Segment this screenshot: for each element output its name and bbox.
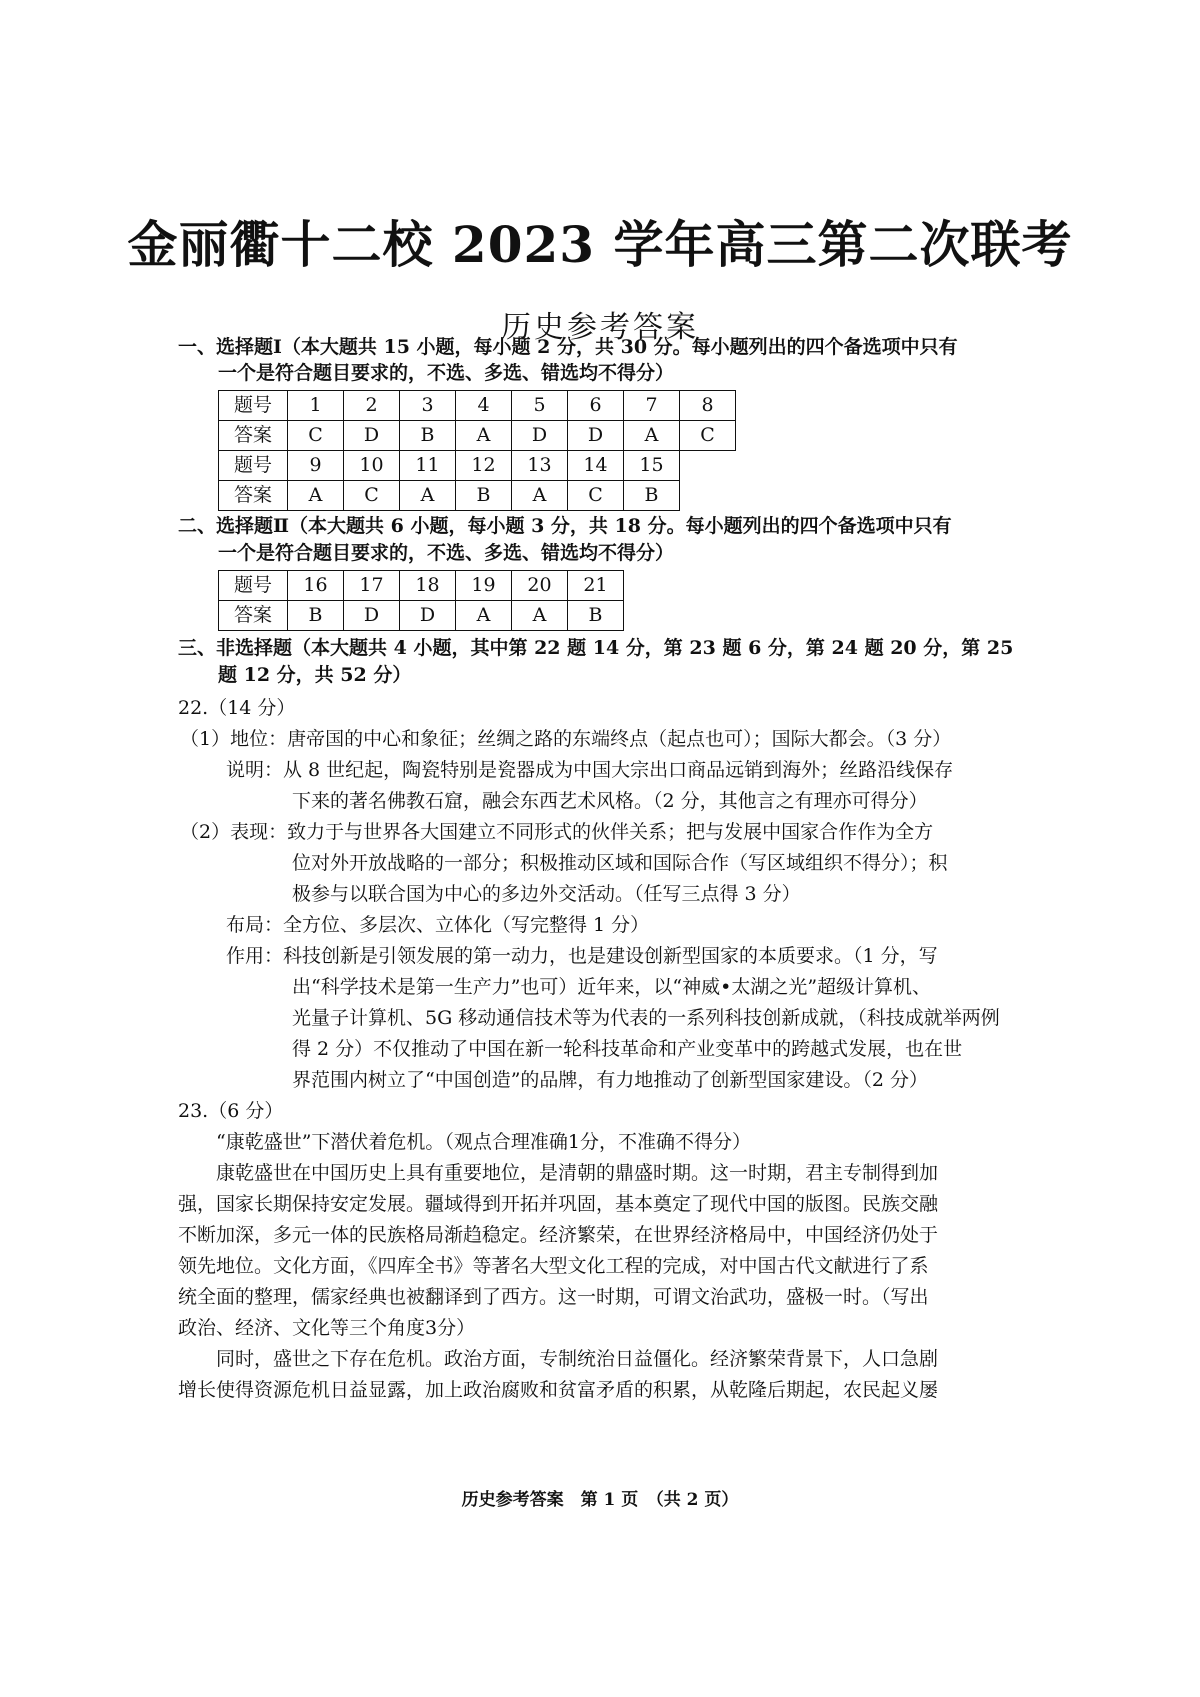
- answer-cell: D: [400, 601, 456, 631]
- q22-line: 光量子计算机、5G 移动通信技术等为代表的一系列科技创新成就，（科技成就举两例: [292, 1007, 1000, 1029]
- question-number: 4: [456, 391, 512, 421]
- q23-line: 不断加深，多元一体的民族格局渐趋稳定。经济繁荣，在世界经济格局中，中国经济仍处于: [178, 1224, 939, 1246]
- table-row: [219, 451, 736, 481]
- question-number: 9: [288, 451, 344, 481]
- table-row: [219, 601, 624, 631]
- answer-cell: A: [400, 481, 456, 511]
- answer-cell: A: [624, 421, 680, 451]
- row-label: 题号: [219, 391, 288, 421]
- section3-heading-line2: 题 12 分，共 52 分）: [218, 664, 412, 686]
- question-number: 2: [344, 391, 400, 421]
- answer-cell: C: [344, 481, 400, 511]
- question-number: 15: [624, 451, 680, 481]
- answer-cell: B: [400, 421, 456, 451]
- q22-line: 说明：从 8 世纪起，陶瓷特别是瓷器成为中国大宗出口商品远销到海外；丝路沿线保存: [226, 759, 954, 781]
- row-label: 题号: [219, 571, 288, 601]
- question-number: 7: [624, 391, 680, 421]
- section2-heading-line2: 一个是符合题目要求的，不选、多选、错选均不得分）: [218, 542, 675, 564]
- answer-cell: A: [456, 601, 512, 631]
- question-number: 6: [568, 391, 624, 421]
- question-number: 1: [288, 391, 344, 421]
- answer-cell: D: [344, 421, 400, 451]
- q22-line: 得 2 分）不仅推动了中国在新一轮科技革命和产业变革中的跨越式发展，也在世: [292, 1038, 963, 1060]
- q23-line: 增长使得资源危机日益显露，加上政治腐败和贫富矛盾的积累，从乾隆后期起，农民起义屡: [178, 1379, 939, 1401]
- q22-line: （1）地位：唐帝国的中心和象征；丝绸之路的东端终点（起点也可）；国际大都会。（3 分）: [180, 728, 952, 750]
- answer-cell: A: [288, 481, 344, 511]
- q23-line: 政治、经济、文化等三个角度3分）: [178, 1317, 476, 1339]
- q23-line: 统全面的整理，儒家经典也被翻译到了西方。这一时期，可谓文治武功，盛极一时。（写出: [178, 1286, 929, 1308]
- answer-cell: B: [568, 601, 624, 631]
- table-row: [219, 481, 736, 511]
- section1-answer-table-1: [218, 390, 736, 511]
- answer-cell: D: [512, 421, 568, 451]
- question-number: 14: [568, 451, 624, 481]
- question-number: 13: [512, 451, 568, 481]
- q22-line: 下来的著名佛教石窟，融会东西艺术风格。（2 分，其他言之有理亦可得分）: [292, 790, 928, 812]
- page-subtitle: 历史参考答案: [501, 310, 699, 345]
- row-label: 答案: [219, 481, 288, 511]
- question-number: 21: [568, 571, 624, 601]
- question-number: 8: [680, 391, 736, 421]
- q22-line: 作用：科技创新是引领发展的第一动力，也是建设创新型国家的本质要求。（1 分，写: [226, 945, 938, 967]
- q22-line: 出“科学技术是第一生产力”也可）近年来，以“神威•太湖之光”超级计算机、: [292, 976, 932, 998]
- q22-line: 位对外开放战略的一部分；积极推动区域和国际合作（写区域组织不得分）；积: [292, 852, 948, 874]
- answer-cell: A: [456, 421, 512, 451]
- section2-answer-table: [218, 570, 624, 631]
- question-number: 16: [288, 571, 344, 601]
- answer-cell: B: [288, 601, 344, 631]
- question-number: 20: [512, 571, 568, 601]
- table-row: [219, 421, 736, 451]
- empty-cell: [680, 451, 736, 481]
- q23-line: 领先地位。文化方面，《四库全书》等著名大型文化工程的完成，对中国古代文献进行了系: [178, 1255, 929, 1277]
- q22-line: （2）表现：致力于与世界各大国建立不同形式的伙伴关系；把与发展中国家合作作为全方: [180, 821, 934, 843]
- answer-cell: A: [512, 481, 568, 511]
- answer-cell: C: [288, 421, 344, 451]
- answer-cell: D: [568, 421, 624, 451]
- q22-line: 极参与以联合国为中心的多边外交活动。（任写三点得 3 分）: [292, 883, 801, 905]
- q23-line: 同时，盛世之下存在危机。政治方面，专制统治日益僵化。经济繁荣背景下，人口急剧: [216, 1348, 939, 1370]
- q22-line: 布局：全方位、多层次、立体化（写完整得 1 分）: [226, 914, 650, 936]
- answer-cell: B: [624, 481, 680, 511]
- question-number: 18: [400, 571, 456, 601]
- question-number: 10: [344, 451, 400, 481]
- question-number: 11: [400, 451, 456, 481]
- question-number: 17: [344, 571, 400, 601]
- answer-cell: B: [456, 481, 512, 511]
- empty-cell: [680, 481, 736, 511]
- page-footer: 历史参考答案 第 1 页 （共 2 页）: [461, 1490, 739, 1510]
- table-row: [219, 391, 736, 421]
- answer-cell: C: [568, 481, 624, 511]
- q22-line: 界范围内树立了“中国创造”的品牌，有力地推动了创新型国家建设。（2 分）: [292, 1069, 929, 1091]
- question-number: 12: [456, 451, 512, 481]
- row-label: 题号: [219, 451, 288, 481]
- question-number: 3: [400, 391, 456, 421]
- q22-heading: 22.（14 分）: [178, 697, 296, 719]
- page-title: 金丽衢十二校 2023 学年高三第二次联考: [127, 215, 1073, 274]
- question-number: 19: [456, 571, 512, 601]
- answer-cell: D: [344, 601, 400, 631]
- answer-cell: A: [512, 601, 568, 631]
- question-number: 5: [512, 391, 568, 421]
- q23-line: 强，国家长期保持安定发展。疆域得到开拓并巩固，基本奠定了现代中国的版图。民族交融: [178, 1193, 939, 1215]
- row-label: 答案: [219, 421, 288, 451]
- table-row: [219, 571, 624, 601]
- section1-heading-line2: 一个是符合题目要求的，不选、多选、错选均不得分）: [218, 362, 675, 384]
- q23-heading: 23.（6 分）: [178, 1100, 284, 1122]
- section3-heading-line1: 三、非选择题（本大题共 4 小题，其中第 22 题 14 分，第 23 题 6 分，第 24 题 20 分，第 25: [178, 637, 1014, 659]
- q23-line: “康乾盛世”下潜伏着危机。（观点合理准确1分，不准确不得分）: [216, 1131, 752, 1153]
- row-label: 答案: [219, 601, 288, 631]
- answer-cell: C: [680, 421, 736, 451]
- section2-heading-line1: 二、选择题Ⅱ（本大题共 6 小题，每小题 3 分，共 18 分。每小题列出的四个备选项中只有: [178, 515, 952, 537]
- section1-heading-line1: 一、选择题Ⅰ（本大题共 15 小题，每小题 2 分，共 30 分。每小题列出的四个备选项中只有: [178, 336, 958, 358]
- q23-line: 康乾盛世在中国历史上具有重要地位，是清朝的鼎盛时期。这一时期，君主专制得到加: [216, 1162, 939, 1184]
